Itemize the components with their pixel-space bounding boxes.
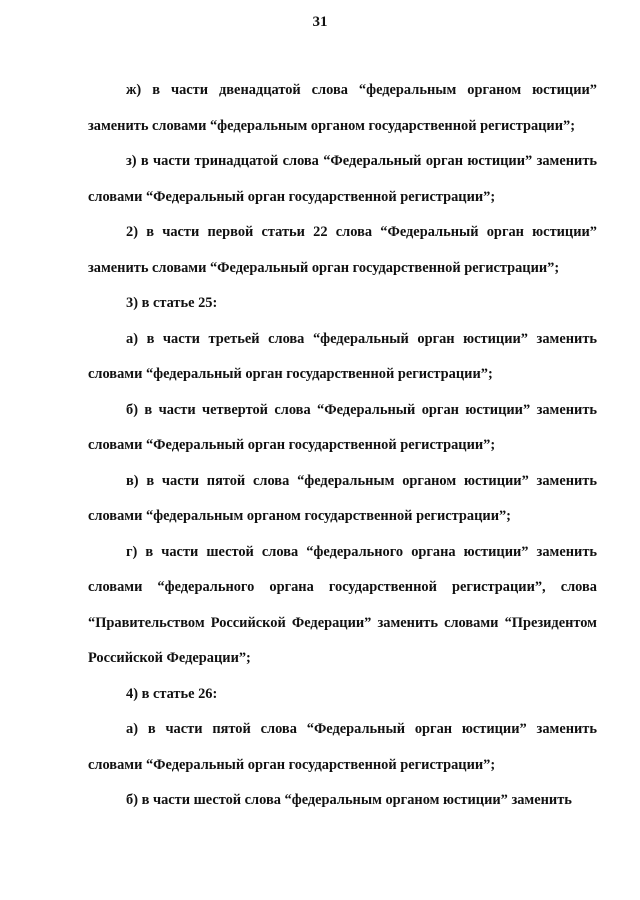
paragraph-zh: ж) в части двенадцатой слова “федеральным органом юстиции” заменить словами “федеральным органом государственной регистрации”; <box>88 82 597 134</box>
paragraph-3v: в) в части пятой слова “федеральным органом юстиции” заменить словами “федеральным органом государственной регистрации”; <box>88 472 597 524</box>
paragraph-4b: б) в части шестой слова “федеральным органом юстиции” заменить <box>126 792 572 808</box>
paragraph-item-3: 3) в статье 25: <box>126 295 218 311</box>
paragraph-4a: а) в части пятой слова “Федеральный орган юстиции” заменить словами “Федеральный орган государственной регистрации”; <box>88 721 597 773</box>
document-body <box>88 73 597 819</box>
page-number: 31 <box>312 14 328 30</box>
paragraph-3a: а) в части третьей слова “федеральный орган юстиции” заменить словами “федеральный орган государственной регистрации”; <box>88 330 597 382</box>
paragraph-item-4: 4) в статье 26: <box>126 685 218 702</box>
paragraph-z: з) в части тринадцатой слова “Федеральный орган юстиции” заменить словами “Федеральный орган государственной регистрации”; <box>88 153 597 205</box>
paragraph-3g: г) в части шестой слова “федерального органа юстиции” заменить словами “федерального органа государственной регистрации”, слова “Правительством Российской Федерации” заменить словами “Президентом Российской Федерации”; <box>88 543 597 666</box>
paragraph-3b: б) в части четвертой слова “Федеральный орган юстиции” заменить словами “Федеральный орган государственной регистрации”; <box>88 401 597 453</box>
paragraph-item-2: 2) в части первой статьи 22 слова “Федеральный орган юстиции” заменить словами “Федеральный орган государственной регистрации”; <box>88 224 597 276</box>
